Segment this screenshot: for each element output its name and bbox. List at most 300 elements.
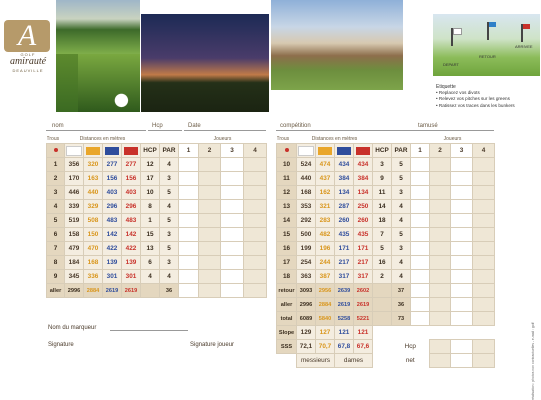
player-score-cell[interactable] [430,172,451,186]
player-score-cell[interactable] [199,186,221,200]
table-cell: 5 [392,228,411,242]
etiquette-title: Etiquette [436,84,456,90]
player-score-cell[interactable] [430,200,451,214]
tamuse-line[interactable] [414,130,494,131]
table-cell: 446 [65,186,84,200]
player-score-cell[interactable] [451,284,473,298]
player-score-cell[interactable] [199,284,221,298]
player-score-cell[interactable] [473,242,495,256]
table-cell: 2619 [335,298,354,312]
player-score-cell[interactable] [221,158,244,172]
table-cell: 301 [103,270,122,284]
player-score-cell[interactable] [179,228,199,242]
player-score-cell[interactable] [199,242,221,256]
table-cell: 470 [84,242,103,256]
table-cell: 5 [160,214,179,228]
player-score-cell[interactable] [430,312,451,326]
table-cell: 5258 [335,312,354,326]
player-score-cell[interactable] [411,214,430,228]
distances-label: Distances en mètres [297,133,373,144]
player-score-cell[interactable] [244,158,267,172]
clubhouse-photo [56,0,140,54]
hcp-column-header: HCP [141,144,160,158]
hole-number: 10 [277,158,297,172]
hcp-line[interactable] [148,130,182,131]
table-cell: 403 [122,186,141,200]
player-score-cell[interactable] [451,228,473,242]
table-cell: 36 [160,284,179,298]
joueurs-label: Joueurs [411,133,495,144]
table-cell: 2619 [103,284,122,298]
table-cell: 387 [316,270,335,284]
player-score-cell[interactable] [473,172,495,186]
player-score-cell[interactable] [221,228,244,242]
table-cell: 168 [84,256,103,270]
nom-label: nom [52,123,64,129]
player-score-cell[interactable] [473,298,495,312]
player-score-cell[interactable] [244,228,267,242]
player-score-cell[interactable] [451,354,473,368]
table-cell: 139 [103,256,122,270]
player-score-cell[interactable] [430,340,451,354]
table-row [47,270,267,284]
player-score-cell[interactable] [221,270,244,284]
table-cell [373,298,392,312]
player-score-cell[interactable] [179,186,199,200]
table-cell: 500 [297,228,316,242]
table-cell: 142 [122,228,141,242]
table-cell: 356 [65,158,84,172]
hcp-result-label: Hcp [392,340,430,354]
flag-icon [277,144,297,158]
thumb-label-left: DEPART [443,62,459,67]
table-row [277,214,495,228]
player-score-cell[interactable] [199,172,221,186]
table-cell: 2639 [335,284,354,298]
table-cell: 16 [373,256,392,270]
hole-number: 2 [47,172,65,186]
table-cell: 296 [103,200,122,214]
table-cell: 217 [354,256,373,270]
blue-tee-swatch [103,144,122,158]
table-cell [141,284,160,298]
competition-line[interactable] [276,130,416,131]
table-cell: 3 [392,242,411,256]
player-score-cell[interactable] [199,256,221,270]
table-cell: 142 [103,228,122,242]
hole-number: 4 [47,200,65,214]
player-score-cell[interactable] [199,270,221,284]
player-score-cell[interactable] [430,298,451,312]
player-score-cell[interactable] [451,200,473,214]
table-cell: 14 [373,200,392,214]
player-score-cell[interactable] [199,228,221,242]
player-score-cell[interactable] [411,242,430,256]
table-cell: 254 [297,256,316,270]
player-score-cell[interactable] [451,242,473,256]
table-cell: 287 [335,200,354,214]
table-cell: 339 [65,200,84,214]
table-cell: 73 [392,312,411,326]
table-row [277,242,495,256]
table-cell: 156 [122,172,141,186]
table-cell: 6 [141,256,160,270]
table-cell: 2996 [65,284,84,298]
joueurs-label: Joueurs [179,133,267,144]
player-score-cell[interactable] [411,172,430,186]
table-cell: 7 [373,228,392,242]
player-score-cell[interactable] [430,186,451,200]
table-cell: 36 [392,298,411,312]
table-cell: 440 [84,186,103,200]
table-cell: 3093 [297,284,316,298]
player-score-cell[interactable] [473,354,495,368]
player-score-cell[interactable] [473,256,495,270]
table-row [277,200,495,214]
table-cell: 37 [392,284,411,298]
table-cell: 199 [297,242,316,256]
table-cell: 250 [354,200,373,214]
table-cell: 184 [65,256,84,270]
hole-number: 6 [47,228,65,242]
table-cell: 2 [373,270,392,284]
table-cell: 5 [392,172,411,186]
player-score-cell[interactable] [451,172,473,186]
messieurs-label: messieurs [297,354,335,368]
player-score-cell[interactable] [473,186,495,200]
player-score-cell[interactable] [244,214,267,228]
table-cell: 260 [335,214,354,228]
player-score-cell[interactable] [473,200,495,214]
table-cell: 4 [160,200,179,214]
table-cell: 296 [122,200,141,214]
table-cell: 474 [316,158,335,172]
yellow-tee-swatch [316,144,335,158]
flags-photo [433,14,540,76]
player-score-cell[interactable] [244,172,267,186]
aller-label: aller [47,284,65,298]
player-score-cell[interactable] [411,228,430,242]
table-cell: 434 [335,158,354,172]
logo-name: amirauté [9,56,47,67]
player-score-cell[interactable] [473,228,495,242]
table-cell: 292 [297,214,316,228]
table-row [47,256,267,270]
table-cell: 4 [392,270,411,284]
player-score-cell[interactable] [430,158,451,172]
table-cell: 139 [122,256,141,270]
player-score-cell[interactable] [199,158,221,172]
table-cell: 483 [103,214,122,228]
summary-row [277,312,495,326]
player-score-cell[interactable] [221,172,244,186]
blue-tee-swatch [335,144,354,158]
red-tee-swatch [354,144,373,158]
player-score-cell[interactable] [411,284,430,298]
trous-label: Trous [47,133,65,144]
player-score-cell[interactable] [430,256,451,270]
player-score-cell[interactable] [179,256,199,270]
player-score-cell[interactable] [411,158,430,172]
hole-number: 16 [277,242,297,256]
table-row [47,186,267,200]
table-cell: 4 [160,270,179,284]
player-score-cell[interactable] [451,256,473,270]
table-cell: 244 [316,256,335,270]
table-cell: 384 [335,172,354,186]
table-cell: 6089 [297,312,316,326]
player-score-cell[interactable] [179,242,199,256]
table-cell: 121 [335,326,354,340]
date-line[interactable] [184,130,266,131]
table-cell: 121 [354,326,373,340]
scorecard-front-nine [46,133,267,298]
player-score-cell[interactable] [473,284,495,298]
table-row [47,200,267,214]
player-score-cell[interactable] [451,298,473,312]
table-row [277,256,495,270]
player-score-cell[interactable] [244,270,267,284]
player-score-cell[interactable] [411,298,430,312]
table-cell: 434 [354,158,373,172]
table-cell: 524 [297,158,316,172]
table-cell: 2602 [354,284,373,298]
white-flag-icon [453,28,462,35]
table-cell: 519 [65,214,84,228]
hole-number: 7 [47,242,65,256]
table-cell: 384 [354,172,373,186]
hole-number: 17 [277,256,297,270]
player-score-cell[interactable] [430,284,451,298]
player-score-cell[interactable] [179,214,199,228]
hole-number: 13 [277,200,297,214]
table-cell: 321 [316,200,335,214]
player-score-cell[interactable] [179,284,199,298]
table-cell: 320 [84,158,103,172]
table-cell: 5 [160,186,179,200]
player-score-cell[interactable] [199,200,221,214]
player-score-cell[interactable] [451,340,473,354]
player-score-cell[interactable] [221,242,244,256]
logo-place: DEAUVILLE [12,68,44,73]
player-score-cell[interactable] [411,186,430,200]
player-score-cell[interactable] [244,200,267,214]
table-row [277,172,495,186]
table-cell: 72,1 [297,340,316,354]
table-row [47,214,267,228]
player-score-cell[interactable] [179,270,199,284]
player-column-header: 4 [244,144,267,158]
table-cell: 345 [65,270,84,284]
distances-label: Distances en mètres [65,133,141,144]
table-cell: 3 [373,158,392,172]
hole-number: 14 [277,214,297,228]
table-cell: 301 [122,270,141,284]
player-score-cell[interactable] [221,256,244,270]
player-score-cell[interactable] [473,214,495,228]
golf-ball-photo [78,54,140,112]
player-score-cell[interactable] [430,214,451,228]
table-cell: 5 [392,158,411,172]
table-cell: 353 [297,200,316,214]
player-column-header: 2 [430,144,451,158]
table-row [47,172,267,186]
player-score-cell[interactable] [451,312,473,326]
player-column-header: 4 [473,144,495,158]
table-row [47,228,267,242]
table-cell: 479 [65,242,84,256]
table-cell: 127 [316,326,335,340]
player-score-cell[interactable] [451,186,473,200]
table-cell: 70,7 [316,340,335,354]
player-score-cell[interactable] [473,340,495,354]
par-column-header: PAR [160,144,179,158]
hcp-column-header: HCP [373,144,392,158]
table-cell: 2884 [84,284,103,298]
etiquette-line: • Replacez vos divots [436,90,480,96]
player-score-cell[interactable] [221,200,244,214]
player-score-cell[interactable] [411,256,430,270]
table-cell: 4 [392,214,411,228]
player-score-cell[interactable] [411,312,430,326]
table-cell: 277 [103,158,122,172]
table-cell: 422 [122,242,141,256]
hole-number: 5 [47,214,65,228]
table-cell: 3 [160,256,179,270]
table-cell: 508 [84,214,103,228]
table-cell: 2956 [316,284,335,298]
table-cell: 9 [373,172,392,186]
hole-number: 9 [47,270,65,284]
marqueur-line[interactable] [110,330,188,331]
net-result-label: net [392,354,430,368]
player-score-cell[interactable] [411,270,430,284]
player-score-cell[interactable] [430,354,451,368]
table-cell: 217 [335,256,354,270]
red-tee-swatch [122,144,141,158]
table-cell: 171 [335,242,354,256]
hole-number: 12 [277,186,297,200]
player-score-cell[interactable] [179,158,199,172]
table-cell [373,284,392,298]
etiquette-block [436,84,540,109]
hole-number: 1 [47,158,65,172]
signature-label: Signature [48,342,74,348]
player-score-cell[interactable] [179,200,199,214]
table-cell: 15 [141,228,160,242]
table-cell: 435 [354,228,373,242]
table-cell: 134 [335,186,354,200]
table-cell: 440 [297,172,316,186]
table-cell: 11 [373,186,392,200]
player-score-cell[interactable] [430,228,451,242]
player-column-header: 3 [451,144,473,158]
aller-label: aller [277,298,297,312]
table-row [47,158,267,172]
table-cell: 3 [160,228,179,242]
etiquette-line: • Ratissez vos traces dans les bunkers [436,102,515,108]
table-cell: 196 [316,242,335,256]
logo-golf-text: GOLF [20,52,36,57]
player-score-cell[interactable] [221,186,244,200]
table-cell: 5 [160,242,179,256]
player-score-cell[interactable] [430,242,451,256]
table-cell: 5 [373,242,392,256]
table-cell: 17 [141,172,160,186]
table-cell: 482 [316,228,335,242]
credit-text: réalisation : photos non contractuelles - e-mail : golf [531,322,535,400]
player-score-cell[interactable] [473,158,495,172]
par-column-header: PAR [392,144,411,158]
fairway-photo [56,54,78,112]
flag-icon [47,144,65,158]
player-score-cell[interactable] [451,158,473,172]
nom-line[interactable] [46,130,146,131]
white-tee-swatch [65,144,84,158]
player-score-cell[interactable] [199,214,221,228]
signature-joueur-label: Signature joueur [190,342,235,348]
table-cell: 317 [354,270,373,284]
total-label: total [277,312,297,326]
player-score-cell[interactable] [451,214,473,228]
table-cell: 129 [297,326,316,340]
player-score-cell[interactable] [473,312,495,326]
table-row [277,228,495,242]
player-score-cell[interactable] [179,172,199,186]
player-score-cell[interactable] [473,270,495,284]
table-cell: 437 [316,172,335,186]
player-score-cell[interactable] [411,200,430,214]
player-score-cell[interactable] [244,256,267,270]
thumb-label-right: ARRIVEE [515,44,533,49]
player-score-cell[interactable] [244,186,267,200]
trous-label: Trous [277,133,297,144]
table-cell: 156 [103,172,122,186]
player-score-cell[interactable] [221,284,244,298]
summary-row [277,298,495,312]
table-cell [373,312,392,326]
sss-label: SSS [277,340,297,354]
table-cell: 2996 [297,298,316,312]
yellow-tee-swatch [84,144,103,158]
hole-number: 11 [277,172,297,186]
thumb-label-mid: RETOUR [479,54,496,59]
table-row [277,270,495,284]
hole-number: 3 [47,186,65,200]
table-cell: 13 [141,242,160,256]
table-cell: 12 [141,158,160,172]
table-cell: 317 [335,270,354,284]
player-score-cell[interactable] [451,270,473,284]
player-column-header: 1 [179,144,199,158]
golf-logo [2,18,54,74]
scorecard-back-nine [276,133,495,368]
player-score-cell[interactable] [430,270,451,284]
table-cell: 4 [392,200,411,214]
slope-label: Slope [277,326,297,340]
player-score-cell[interactable] [221,214,244,228]
table-cell: 8 [141,200,160,214]
night-photo [141,14,269,112]
table-row [277,158,495,172]
table-row [47,242,267,256]
player-score-cell[interactable] [244,284,267,298]
table-cell: 2619 [354,298,373,312]
player-score-cell[interactable] [244,242,267,256]
table-cell: 3 [392,186,411,200]
table-cell: 3 [160,172,179,186]
table-cell: 168 [297,186,316,200]
